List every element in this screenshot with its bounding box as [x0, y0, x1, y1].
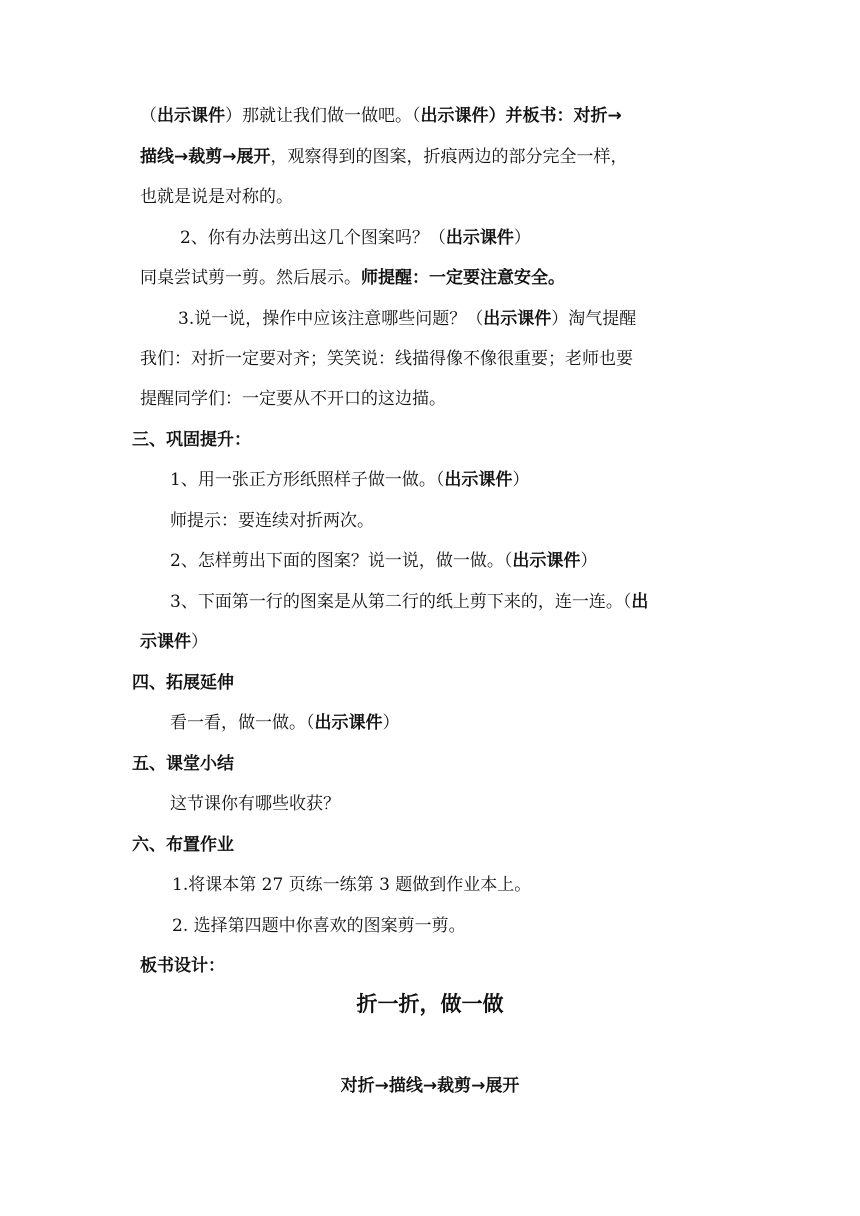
list-item: 师提示：要连续对折两次。	[170, 511, 374, 531]
text: ，观察得到的图案，折痕两边的部分完全一样，	[270, 147, 628, 167]
list-item: 这节课你有哪些收获？	[170, 794, 340, 814]
text: 1、用一张正方形纸照样子做一做。（	[170, 470, 445, 490]
bold-text: 师提醒：一定要注意安全。	[361, 268, 565, 288]
list-item	[170, 549, 597, 573]
text: ）那就让我们做一做吧。（	[225, 106, 421, 126]
section-heading: 四、拓展延伸	[132, 673, 234, 693]
section-heading: 三、巩固提升：	[132, 430, 251, 450]
bold-text: 出示课件	[512, 551, 581, 571]
text: ）淘气提醒	[551, 309, 637, 329]
bold-text: 出示课件	[444, 470, 513, 490]
paragraph-line: 我们：对折一定要对齐；笑笑说：线描得像不像很重要；老师也要	[140, 349, 633, 369]
text: 3.说一说，操作中应该注意哪些问题？（	[178, 309, 484, 329]
board-flow: 对折→描线→裁剪→展开	[340, 1076, 520, 1096]
text: ）	[191, 632, 208, 652]
list-item	[170, 468, 529, 492]
text: 同桌尝试剪一剪。然后展示。	[140, 268, 361, 288]
text: ）	[580, 551, 598, 571]
paragraph-line	[140, 145, 628, 169]
section-heading: 六、布置作业	[132, 835, 234, 855]
paragraph-line	[180, 226, 531, 250]
list-item: 1.将课本第 27 页练一练第 3 题做到作业本上。	[172, 875, 532, 895]
paragraph-line	[140, 104, 622, 128]
text: 看一看，做一做。（	[170, 713, 315, 733]
list-item	[170, 711, 400, 735]
list-item	[170, 590, 648, 614]
paragraph-line: 也就是说是对称的。	[140, 187, 293, 207]
bold-text: 出示课件	[483, 309, 552, 329]
bold-text: 出示课件	[314, 713, 383, 733]
bold-text: 出	[631, 592, 649, 612]
bold-text: 出示课件	[157, 106, 225, 126]
text: ）	[512, 470, 530, 490]
text: （	[140, 106, 157, 126]
bold-text: ）并板书：对折→	[488, 106, 622, 126]
list-item: 2. 选择第四题中你喜欢的图案剪一剪。	[172, 916, 466, 936]
bold-text: 出示课件	[445, 228, 514, 248]
bold-text: 示课件	[140, 632, 191, 652]
section-heading: 五、课堂小结	[132, 754, 234, 774]
list-item-continuation	[140, 630, 208, 654]
paragraph-line	[178, 307, 636, 331]
board-design-label: 板书设计：	[140, 956, 225, 976]
bold-text: 出示课件	[420, 106, 489, 126]
text: ）	[513, 228, 531, 248]
paragraph-line	[140, 266, 565, 290]
text: ）	[382, 713, 400, 733]
bold-text: 描线→裁剪→展开	[140, 147, 271, 167]
text: 2、你有办法剪出这几个图案吗？（	[180, 228, 446, 248]
paragraph-line: 提醒同学们：一定要从不开口的这边描。	[140, 389, 446, 409]
text: 2、怎样剪出下面的图案？说一说，做一做。（	[170, 551, 513, 571]
board-title: 折一折，做一做	[356, 992, 504, 1016]
text: 3、下面第一行的图案是从第二行的纸上剪下来的，连一连。（	[170, 592, 632, 612]
